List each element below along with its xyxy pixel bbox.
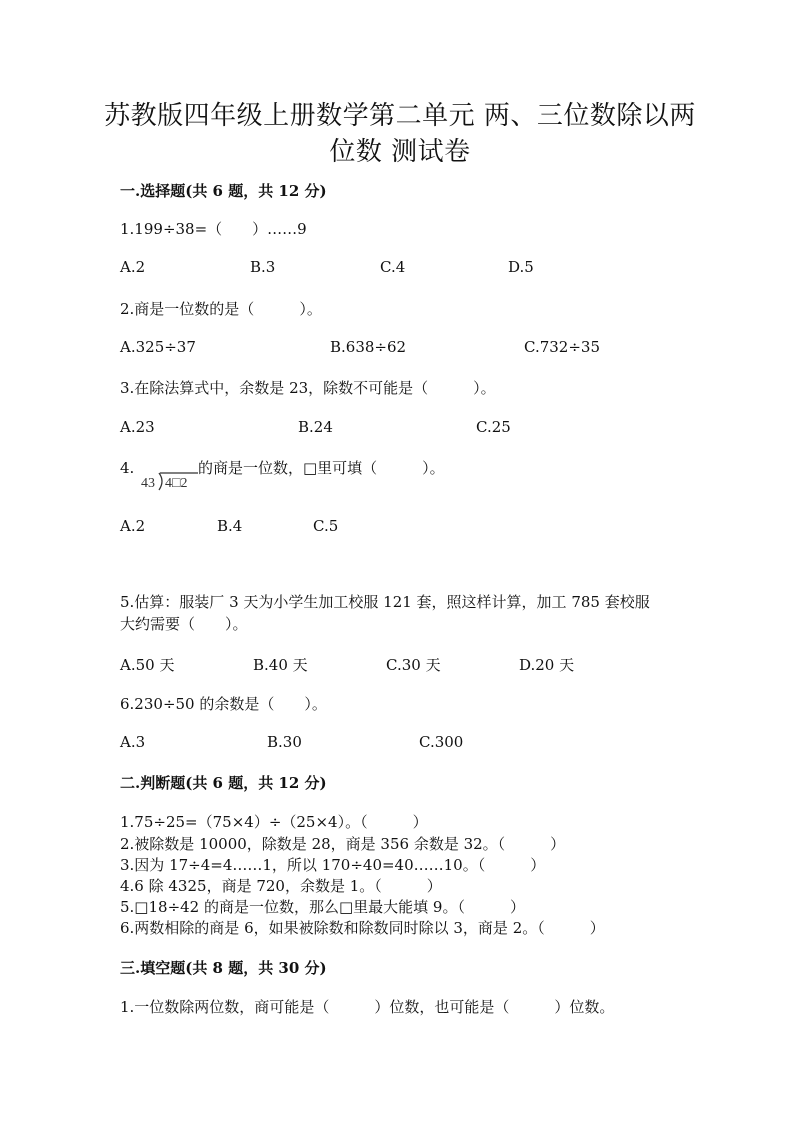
question-2: 2.商是一位数的是（ ）。 (120, 300, 322, 318)
option-5d: D.20 天 (519, 656, 575, 674)
section-heading-fill: 三.填空题(共 8 题，共 30 分) (120, 959, 327, 977)
option-3b: B.24 (298, 418, 333, 436)
option-5b: B.40 天 (253, 656, 308, 674)
option-2c: C.732÷35 (524, 338, 600, 356)
option-2b: B.638÷62 (330, 338, 407, 356)
option-6a: A.3 (120, 733, 146, 751)
fill-question-1: 1.一位数除两位数，商可能是（ ）位数，也可能是（ ）位数。 (120, 998, 615, 1016)
option-1d: D.5 (508, 258, 534, 276)
judge-item-4: 4.6 除 4325，商是 720，余数是 1。（ ） (120, 877, 442, 895)
option-4c: C.5 (313, 517, 339, 535)
option-3a: A.23 (120, 418, 155, 436)
option-6b: B.30 (267, 733, 302, 751)
section-heading-judge: 二.判断题(共 6 题，共 12 分) (120, 774, 327, 792)
division-dividend: 4□2 (165, 476, 188, 491)
question-3: 3.在除法算式中，余数是 23，除数不可能是（ ）。 (120, 379, 496, 397)
page-title-line1: 苏教版四年级上册数学第二单元 两、三位数除以两 (104, 101, 696, 131)
option-2a: A.325÷37 (120, 338, 196, 356)
option-1b: B.3 (250, 258, 276, 276)
long-division-figure (140, 471, 200, 491)
option-5a: A.50 天 (120, 656, 175, 674)
page-title-line2: 位数 测试卷 (329, 137, 471, 167)
option-4a: A.2 (120, 517, 146, 535)
division-bracket (159, 473, 162, 490)
question-4-number: 4. (120, 459, 135, 477)
judge-item-1: 1.75÷25=（75×4）÷（25×4）。（ ） (120, 813, 428, 831)
section-heading-choice: 一.选择题(共 6 题，共 12 分) (120, 182, 327, 200)
option-1a: A.2 (120, 258, 146, 276)
option-6c: C.300 (419, 733, 464, 751)
option-5c: C.30 天 (386, 656, 441, 674)
option-1c: C.4 (380, 258, 406, 276)
judge-item-2: 2.被除数是 10000，除数是 28，商是 356 余数是 32。（ ） (120, 835, 566, 853)
judge-item-5: 5.□18÷42 的商是一位数，那么□里最大能填 9。（ ） (120, 898, 525, 916)
option-4b: B.4 (217, 517, 243, 535)
division-divisor: 43 (141, 476, 155, 491)
question-6: 6.230÷50 的余数是（ ）。 (120, 695, 327, 713)
question-4: 的商是一位数，□里可填（ ）。 (198, 459, 445, 477)
judge-item-3: 3.因为 17÷4=4……1，所以 170÷40=40……10。（ ） (120, 856, 546, 874)
question-1: 1.199÷38=（ ）……9 (120, 220, 307, 238)
option-3c: C.25 (476, 418, 511, 436)
question-5-cont: 大约需要（ ）。 (120, 615, 248, 633)
judge-item-6: 6.两数相除的商是 6，如果被除数和除数同时除以 3，商是 2。（ ） (120, 919, 605, 937)
question-5: 5.估算：服装厂 3 天为小学生加工校服 121 套，照这样计算，加工 785 套校服 (120, 593, 650, 611)
